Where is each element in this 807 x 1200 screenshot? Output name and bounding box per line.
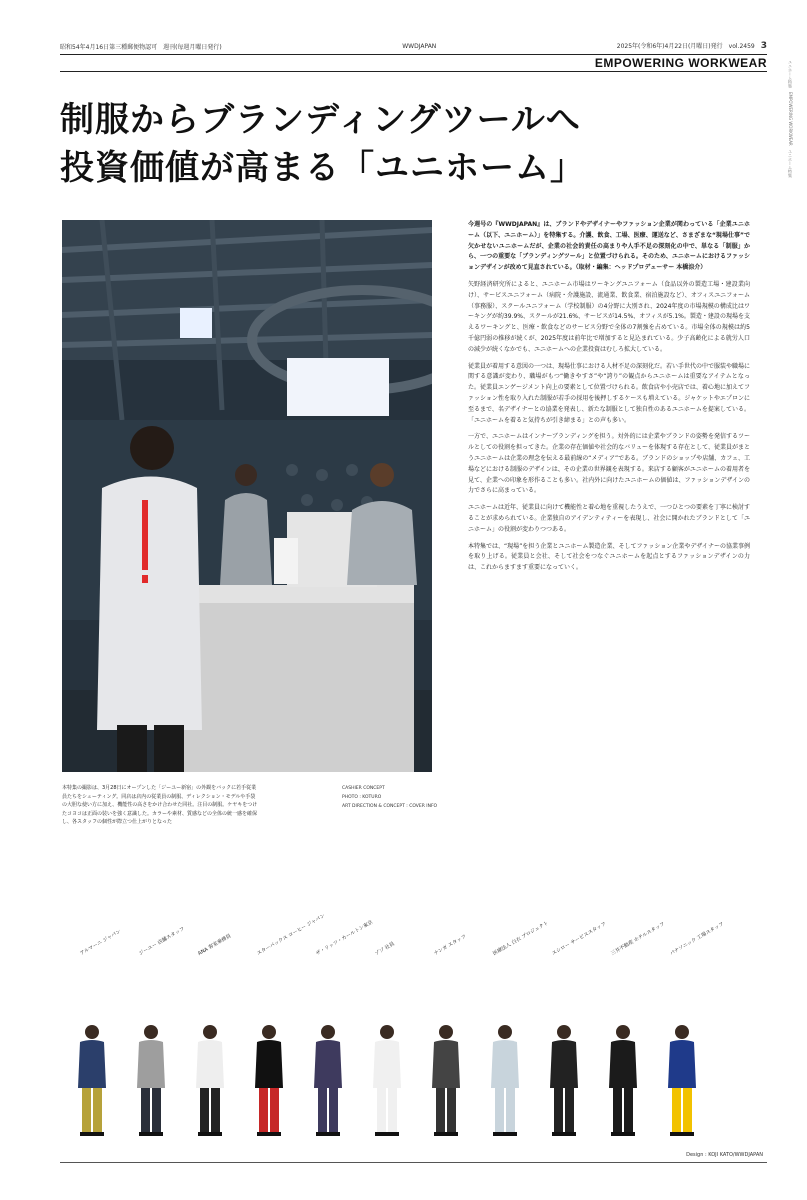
masthead-rule xyxy=(60,54,767,55)
uniform-figure xyxy=(180,933,240,1140)
section-rule xyxy=(60,71,767,72)
photo-credit xyxy=(342,784,442,811)
credit-line-1: CASHIER CONCEPT xyxy=(342,786,385,791)
headline-line-1: 制服からブランディングツールへ xyxy=(60,100,581,140)
person-figure xyxy=(180,1020,240,1140)
uniform-figure xyxy=(121,926,186,1140)
figure-label: ANA 客室乗務員 xyxy=(197,933,233,957)
masthead-left: 昭和54年4月16日第三種郵便物認可 週刊(毎週月曜日発行) xyxy=(60,43,222,51)
person-figure xyxy=(239,1020,299,1140)
credit-line-2: PHOTO : KOTURO xyxy=(342,795,382,800)
body-paragraph: 矢野経済研究所によると、ユニホーム市場はワーキングユニフォーム（食品以外の製造工場・建設業向け）、サービスユニフォーム（病院・介護施設、流通業、飲食業、宿泊施設など）、オフィスユニフォーム（事務服）、スクールユニフォーム（学校制服）の4分野に大別され、2024年度の市場規模の構成比はワーキングが約39.9%、スクールが21.6%、サービスが14.5%、オフィスが5.1%。製造・建設の現場を支えるワーキングと、医療・飲食などのサービス分野で全体の7割強を占めている。市場全体の規模は約5千億円弱の推移が続くが、2025年度は前年比で増加すると見込まれている。少子高齢化による就労人口の減少が続くなかでも、ユニホームへの企業投資はむしろ拡大している。 xyxy=(468,280,750,353)
main-photo xyxy=(62,220,432,772)
person-figure xyxy=(475,1020,535,1140)
article-body xyxy=(468,220,750,580)
side-vertical-text: ユニホーム特集 EMPOWERING WORKWEAR ユニホーム特集 xyxy=(788,60,793,178)
uniform-figure xyxy=(62,928,123,1140)
uniform-figure xyxy=(534,921,608,1140)
figure-label: 三井不動産 ホテルスタッフ xyxy=(610,921,667,957)
figure-label: ザ・リッツ・カールトン東京 xyxy=(315,919,375,957)
figure-label: スシロー サービススタッフ xyxy=(551,921,608,957)
body-paragraph: 本特集では、“現場”を担う企業とユニホーム製造企業、そしてファッション企業やデザイナーの協業事例を取り上げる。従業員と会社、そして社会をつなぐユニホームを起点とするファッションデザインの力は、これからますます重要になっていく。 xyxy=(468,542,750,572)
masthead-center: WWDJAPAN xyxy=(402,42,437,50)
person-figure xyxy=(534,1020,594,1140)
uniform-figure xyxy=(593,921,667,1140)
uniform-figure xyxy=(652,921,726,1140)
photo-caption: 本特集の撮影は、3月28日にオープンした「ジーユー新宿」の外観をバックに若手従業員たちをシューティング。同店は店内の従業員の制服、ディレクション・モデルや手袋の大胆な使い方に加え、機能性の高さをかけ合わせた同社。注目の制服。ケヤキをつけたコヨコは正面の装いを強く意識した。カラーや素材、質感などの全体の統一感を確保し、各スタッフの個性が際立つ仕上がりとなった xyxy=(62,785,258,825)
masthead xyxy=(60,40,767,52)
figure-label: パナソニック 工場スタッフ xyxy=(669,921,726,957)
person-figure xyxy=(357,1020,417,1140)
figure-label: ジーユー 店舗スタッフ xyxy=(138,926,186,957)
figure-label: アルマーニ ジャパン xyxy=(79,928,123,957)
figure-label: ゾゾ 社員 xyxy=(374,941,396,957)
page-number: 3 xyxy=(760,41,767,51)
figure-label: ナンガ スタッフ xyxy=(433,933,468,957)
uniform-figure xyxy=(475,920,550,1140)
figure-label: 医療法人 白衣 プロジェクト xyxy=(492,920,550,957)
uniform-figure xyxy=(357,941,417,1140)
body-paragraph: 一方で、ユニホームはインナーブランディングを担う。対外的には企業やブランドの姿勢を発信するツールとしての役割を担ってきた。企業の存在価値や社会的なバリューを体現する存在として、従業員がまとうユニホームは企業の理念を伝える最前線の“メディア”である。ブランドのショップや店舗、カフェ、工場などにおける制服のデザインは、その企業の世界観を表現する。来店する顧客がユニホームの着用者を見て、企業への印象を形作ることも多い。社内外に向けたユニホームの価値は、ファッションデザインの力でさらに高まっている。 xyxy=(468,433,750,495)
person-figure xyxy=(593,1020,653,1140)
person-figure xyxy=(298,1020,358,1140)
body-paragraph: ユニホームは近年、従業員に向けて機能性と着心地を重視したうえで、一つひとつの要素を丁寧に検討することが求められている。企業独自のアイデンティティーを表現し、社会に開かれたブランドとして「ユニホーム」の役割が変わりつつある。 xyxy=(468,504,750,533)
lead-paragraph: 今週号の『WWDJAPAN』は、ブランドやデザイナーやファッション企業が関わっている「企業ユニホーム（以下、ユニホーム）」を特集する。介護、飲食、工場、医療、運送など、さまざまな“現場仕事”で欠かせないユニホームだが、企業の社会的責任の高まりや人手不足の深刻化の中で、単なる「制服」から、一つの重要な「ブランディングツール」と位置づけられる。そのため、ユニホームにおけるファッションデザインが改めて見直されている。（取材・編集：ヘッドプロデューサー 本橋涼介） xyxy=(468,221,750,272)
uniform-figure xyxy=(416,933,476,1140)
footer-rule xyxy=(60,1162,767,1163)
uniform-figure xyxy=(239,913,327,1140)
figure-label: スターバックス コーヒー ジャパン xyxy=(256,913,327,957)
body-paragraph: 従業員が着用する意図の一つは、現場仕事における人材不足の深刻化だ。若い手世代の中で服装や職場に関する意識が変わり、職場がもつ“働きやすさ”や“誇り”の観点からユニホームは重要なアイテムとなった。従業員エンゲージメント向上の要素として位置づけられる。飲食店や小売店では、着心地に加えてファッション性を取り入れた制服が若手の採用を後押しするケースも増えている。ジャケットやエプロンに至るまで、名デザイナーとの協業を発表し、新たな制服として独自性のあるユニホームを提案している。「ユニホームを着ると気持ちが引き締まる」との声も多い。 xyxy=(468,362,751,424)
person-figure xyxy=(652,1020,712,1140)
uniform-lineup xyxy=(62,913,762,1150)
section-title: EMPOWERING WORKWEAR xyxy=(594,56,767,70)
person-figure xyxy=(121,1020,181,1140)
headline xyxy=(60,96,585,192)
uniform-figure xyxy=(298,919,375,1140)
masthead-right: 2025年(令和6年)4月22日(月曜日)発行 vol.2459 3 xyxy=(616,41,767,51)
footer-credit: Design : KOJI KATO/WWDJAPAN xyxy=(686,1152,763,1158)
person-figure xyxy=(416,1020,476,1140)
headline-line-2: 投資価値が高まる「ユニホーム」 xyxy=(60,148,585,188)
person-figure xyxy=(62,1020,122,1140)
photo-illustration xyxy=(62,220,432,772)
credit-line-3: ART DIRECTION & CONCEPT : COVER INFO xyxy=(342,804,438,809)
